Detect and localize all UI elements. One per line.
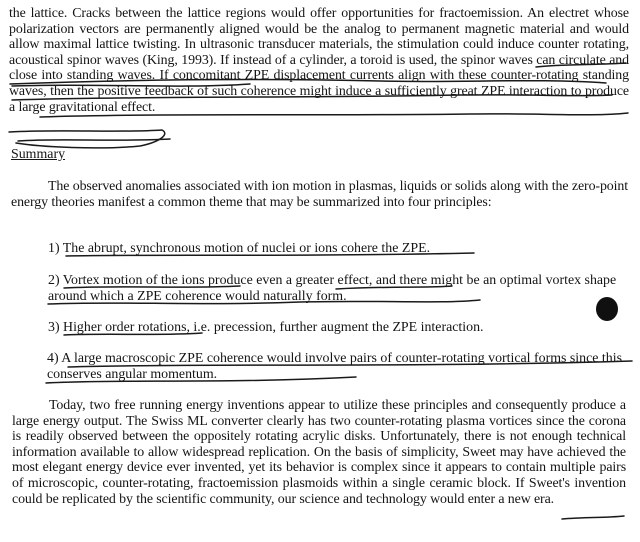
underline-stroke — [562, 516, 624, 519]
principle-2: 2) Vortex motion of the ions produce even a greater effect, and there might be an optimal vortex shape around which a ZPE coherence would naturally form. — [48, 273, 617, 304]
principle-1: 1) The abrupt, synchronous motion of nuclei or ions cohere the ZPE. — [48, 241, 431, 256]
closing-paragraph: Today, two free running energy inventions appear to utilize these principles and consequently produce a large energy output. The Swiss ML converter clearly has two counter-rotating plasma vortices since the corona is readily observed between the oppositely rotating acrylic disks. Unfortunately, there is not enough technical information available to allow widespread replication. On the basis of simplicity, Sweet may have achieved the most elegant energy device ever invented, yet its behavior is complex since it appears to contain multiple pairs of microscopic, counter-rotating, fractoemission plasmoids within a single ceramic block. If Sweet's invention could be replicated by the scientific community, our science and technology would enter a new era. — [12, 398, 626, 507]
paragraph-lattice: the lattice. Cracks between the lattice regions would offer opportunities for fractoemission. An electret whose polarization vectors are permanently aligned would be the analog to permanent magnetic material and would allow maximal lattice twisting. In ultrasonic transducer materials, the stimulation could induce counter rotating, acoustical spinor waves (King, 1993). If instead of a cylinder, a toroid is used, the spinor waves can circulate and close into standing waves. If concomitant ZPE displacement currents align with these counter-rotating standing waves, then the positive feedback of such coherence might induce a sufficiently great ZPE interaction to produce a large gravitational effect. — [9, 6, 629, 115]
underline-stroke — [9, 130, 165, 148]
principle-4: 4) A large macroscopic ZPE coherence would involve pairs of counter-rotating vortical forms since this conserves angular momentum. — [47, 351, 622, 382]
underline-stroke — [18, 139, 170, 141]
ink-blot — [596, 297, 618, 321]
summary-heading: Summary — [11, 147, 66, 162]
principle-3: 3) Higher order rotations, i.e. precession, further augment the ZPE interaction. — [48, 320, 484, 335]
summary-intro-paragraph: The observed anomalies associated with ion motion in plasmas, liquids or solids along with the zero-point energy theories manifest a common theme that may be summarized into four principles: — [11, 179, 628, 210]
